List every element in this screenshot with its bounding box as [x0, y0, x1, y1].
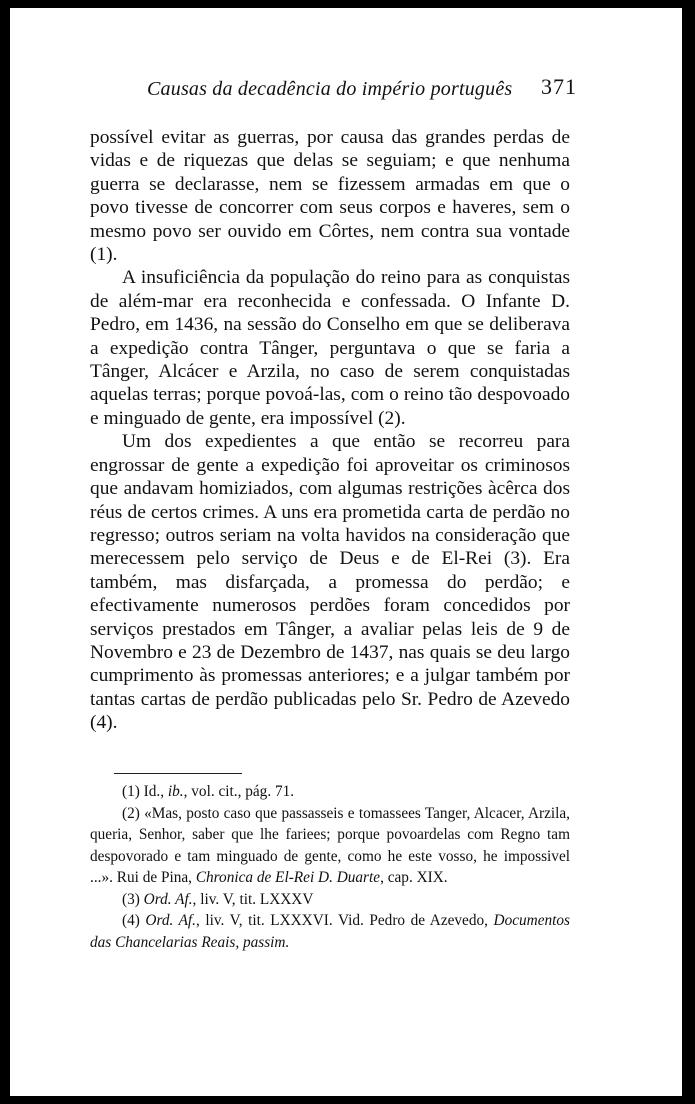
footnote-2: [90, 803, 570, 889]
footnote-3: [90, 889, 570, 911]
footnote-1-marker: (1): [122, 783, 140, 800]
paragraph-expedients: Um dos expedientes a que então se recorreu para engrossar de gente a expedição foi aproveitar os criminosos que andavam homiziados, com algumas restrições àcêrca dos réus de certos crimes. A uns era prometida carta de perdão no regresso; outros seriam na volta havidos na consideração que merecessem pelo serviço de Deus e de El-Rei (3). Era também, mas disfarçada, a promessa do perdão; e efectivamente numerosos perdões foram concedidos por serviços prestados em Tânger, a avaliar pelas leis de 9 de Novembro e 23 de Dezembro de 1437, nas quais se deu largo cumprimento às promessas anteriores; e a julgar também por tantas cartas de perdão publicadas pelo Sr. Pedro de Azevedo (4).: [90, 431, 570, 734]
footnote-4-marker: (4): [122, 912, 140, 929]
footnote-1-text-a: Id.,: [143, 783, 168, 800]
paragraph-continued: possível evitar as guerras, por causa das grandes perdas de vidas e de riquezas que delas se seguiam; e que nenhuma guerra se declarasse, nem se fizessem armadas em que o povo tivesse de concorrer com seus corpos e haveres, sem o mesmo povo ser ouvido em Côrtes, nem contra sua vontade (1).: [90, 127, 570, 266]
page-header: [147, 74, 577, 101]
paragraph-population: A insuficiência da população do reino para as conquistas de além-mar era reconhecida e confessada. O Infante D. Pedro, em 1436, na sessão do Conselho em que se deliberava a expedição contra Tânger, perguntava o que se faria a Tânger, Alcácer e Arzila, no caso de serem conquistadas aquelas terras; porque povoá-las, com o reino tão despovoado e minguado de gente, era impossível (2).: [90, 267, 570, 429]
footnote-4-text-b: , liv. V, tit. LXXXVI. Vid. Pedro de Azevedo,: [196, 912, 494, 929]
page-number: 371: [541, 74, 577, 99]
footnote-3-italic: Ord. Af.: [143, 890, 193, 908]
footnote-4: [90, 910, 570, 953]
body-text: [90, 126, 570, 735]
book-page: [10, 8, 682, 1096]
footnote-divider: [114, 773, 242, 774]
footnote-2-italic: Chronica de El-Rei D. Duarte: [195, 869, 381, 886]
footnote-2-text-a: «Mas, posto caso que passasseis e tomassees Tanger, Alcacer, Arzila, queria, Senhor, saber que lhe fariees; porque povoardelas com Regno tam despovorado e tam minguado de gente, como he este vosso, he impossivel ...». Rui de Pina,: [90, 804, 570, 886]
running-title: Causas da decadência do império português: [147, 78, 513, 100]
footnote-1-italic: ib.: [167, 783, 184, 800]
footnote-2-text-b: , cap. XIX.: [380, 869, 448, 886]
footnote-1-text-b: , vol. cit., pág. 71.: [183, 783, 295, 800]
footnote-4-italic-b: Documentos das Chancelarias Reais, passim.: [90, 912, 570, 951]
footnote-2-marker: (2): [122, 804, 140, 822]
footnote-3-marker: (3): [122, 890, 140, 908]
footnote-1: [90, 781, 570, 803]
footnote-3-text-b: , liv. V, tit. LXXXV: [192, 890, 314, 908]
footnote-4-italic: Ord. Af.: [145, 912, 197, 929]
footnotes: [90, 781, 570, 953]
